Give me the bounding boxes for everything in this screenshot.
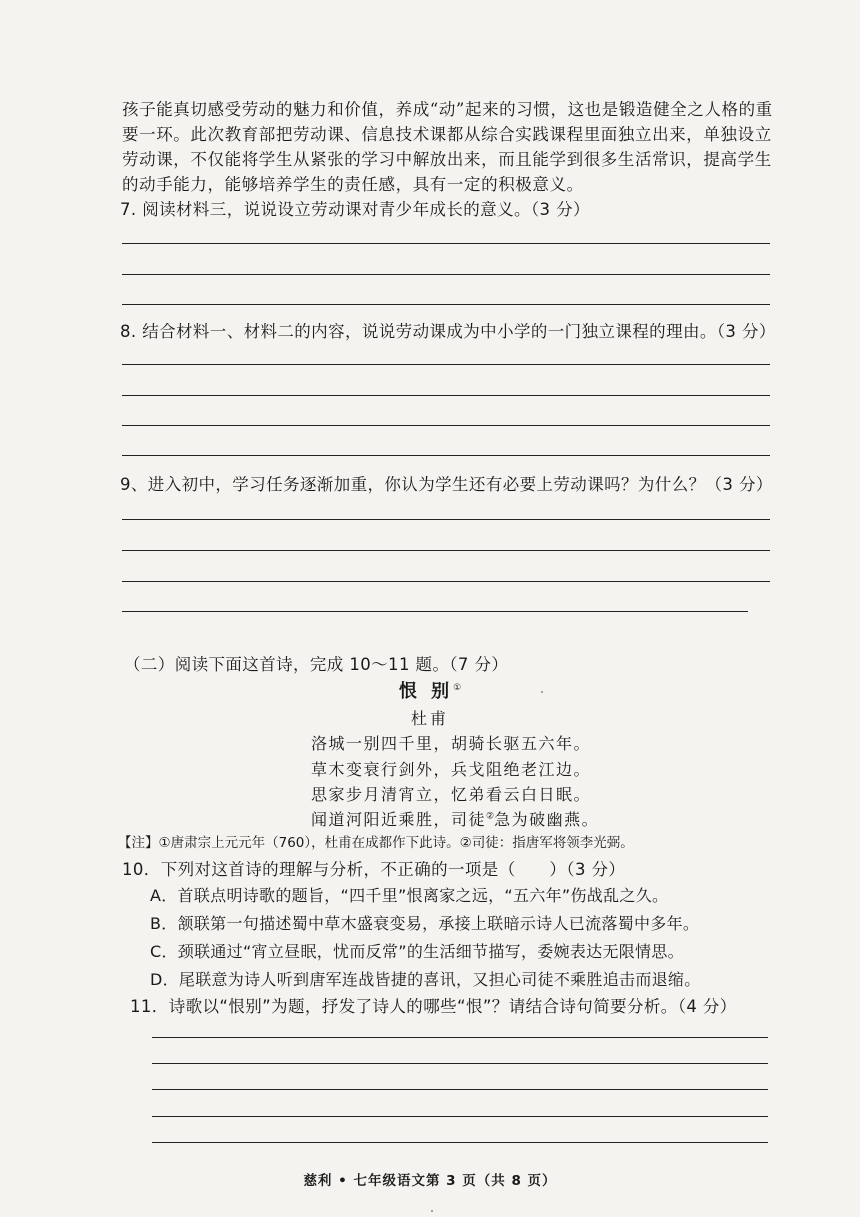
answer-line[interactable]: [122, 304, 770, 305]
poem-title-text: 恨 别: [398, 681, 454, 702]
answer-line[interactable]: [122, 611, 748, 612]
poem-line: 草木变衰行剑外，兵戈阻绝老江边。: [311, 760, 592, 779]
option-c: C．颈联通过“宵立昼眠，忧而反常”的生活细节描写，委婉表达无限情思。: [150, 942, 684, 961]
answer-line[interactable]: [122, 274, 770, 275]
scan-speck: [431, 1210, 433, 1212]
question-10: 10．下列对这首诗的理解与分析，不正确的一项是（ ）（3 分）: [122, 860, 626, 879]
page-footer: 慈利 • 七年级语文第 3 页（共 8 页）: [303, 1173, 557, 1189]
answer-line[interactable]: [152, 1116, 768, 1117]
option-b: B．颔联第一句描述蜀中草木盛衰变易，承接上联暗示诗人已流落蜀中多年。: [150, 914, 700, 933]
option-d: D．尾联意为诗人听到唐军连战皆捷的喜讯，又担心司徒不乘胜追击而退缩。: [150, 970, 701, 989]
paragraph-line: 劳动课，不仅能将学生从紧张的学习中解放出来，而且能学到很多生活常识，提高学生: [122, 150, 772, 169]
answer-line[interactable]: [122, 519, 770, 520]
answer-line[interactable]: [122, 243, 770, 244]
poem-annotation: 【注】①唐肃宗上元元年（760），杜甫在成都作下此诗。②司徒：指唐军将领李光弼。: [118, 835, 634, 851]
paragraph-line: 要一环。此次教育部把劳动课、信息技术课都从综合实践课程里面独立出来，单独设立: [122, 125, 772, 144]
option-a: A．首联点明诗歌的题旨，“四千里”恨离家之远，“五六年”伤战乱之久。: [150, 886, 669, 905]
paragraph-line: 的动手能力，能够培养学生的责任感，具有一定的积极意义。: [122, 175, 584, 194]
footnote-marker: ①: [453, 683, 462, 693]
footnote-marker: ②: [486, 811, 495, 822]
poem-line-part: 闻道河阳近乘胜，司徒: [311, 810, 487, 829]
answer-line[interactable]: [122, 581, 770, 582]
question-7: 7. 阅读材料三，说说设立劳动课对青少年成长的意义。（3 分）: [120, 200, 590, 219]
poem-line: 思家步月清宵立，忆弟看云白日眠。: [311, 785, 592, 804]
poem-line: 洛城一别四千里，胡骑长驱五六年。: [311, 734, 592, 753]
answer-line[interactable]: [122, 395, 770, 396]
answer-line[interactable]: [152, 1037, 768, 1038]
material-three-paragraph: [122, 97, 772, 197]
question-9: 9、进入初中，学习任务逐渐加重，你认为学生还有必要上劳动课吗？为什么？（3 分）: [120, 475, 773, 494]
poem-line: [311, 807, 599, 830]
poem-title: [0, 677, 860, 703]
answer-line[interactable]: [122, 550, 770, 551]
answer-line[interactable]: [122, 455, 770, 456]
paragraph-line: 孩子能真切感受劳动的魅力和价值，养成“动”起来的习惯，这也是锻造健全之人格的重: [122, 100, 773, 119]
scan-speck: [541, 691, 543, 693]
answer-line[interactable]: [152, 1063, 768, 1064]
answer-line[interactable]: [122, 425, 770, 426]
answer-line[interactable]: [122, 364, 770, 365]
question-11: 11．诗歌以“恨别”为题，抒发了诗人的哪些“恨”？请结合诗句简要分析。（4 分）: [130, 997, 737, 1016]
answer-line[interactable]: [152, 1142, 768, 1143]
poem-author: 杜甫: [410, 709, 449, 728]
question-8: 8. 结合材料一、材料二的内容，说说劳动课成为中小学的一门独立课程的理由。（3 分）: [120, 322, 776, 341]
poem-line-part: 急为破幽燕。: [494, 810, 600, 829]
answer-line[interactable]: [152, 1089, 768, 1090]
section-2-heading: （二）阅读下面这首诗，完成 10～11 题。（7 分）: [124, 655, 509, 674]
